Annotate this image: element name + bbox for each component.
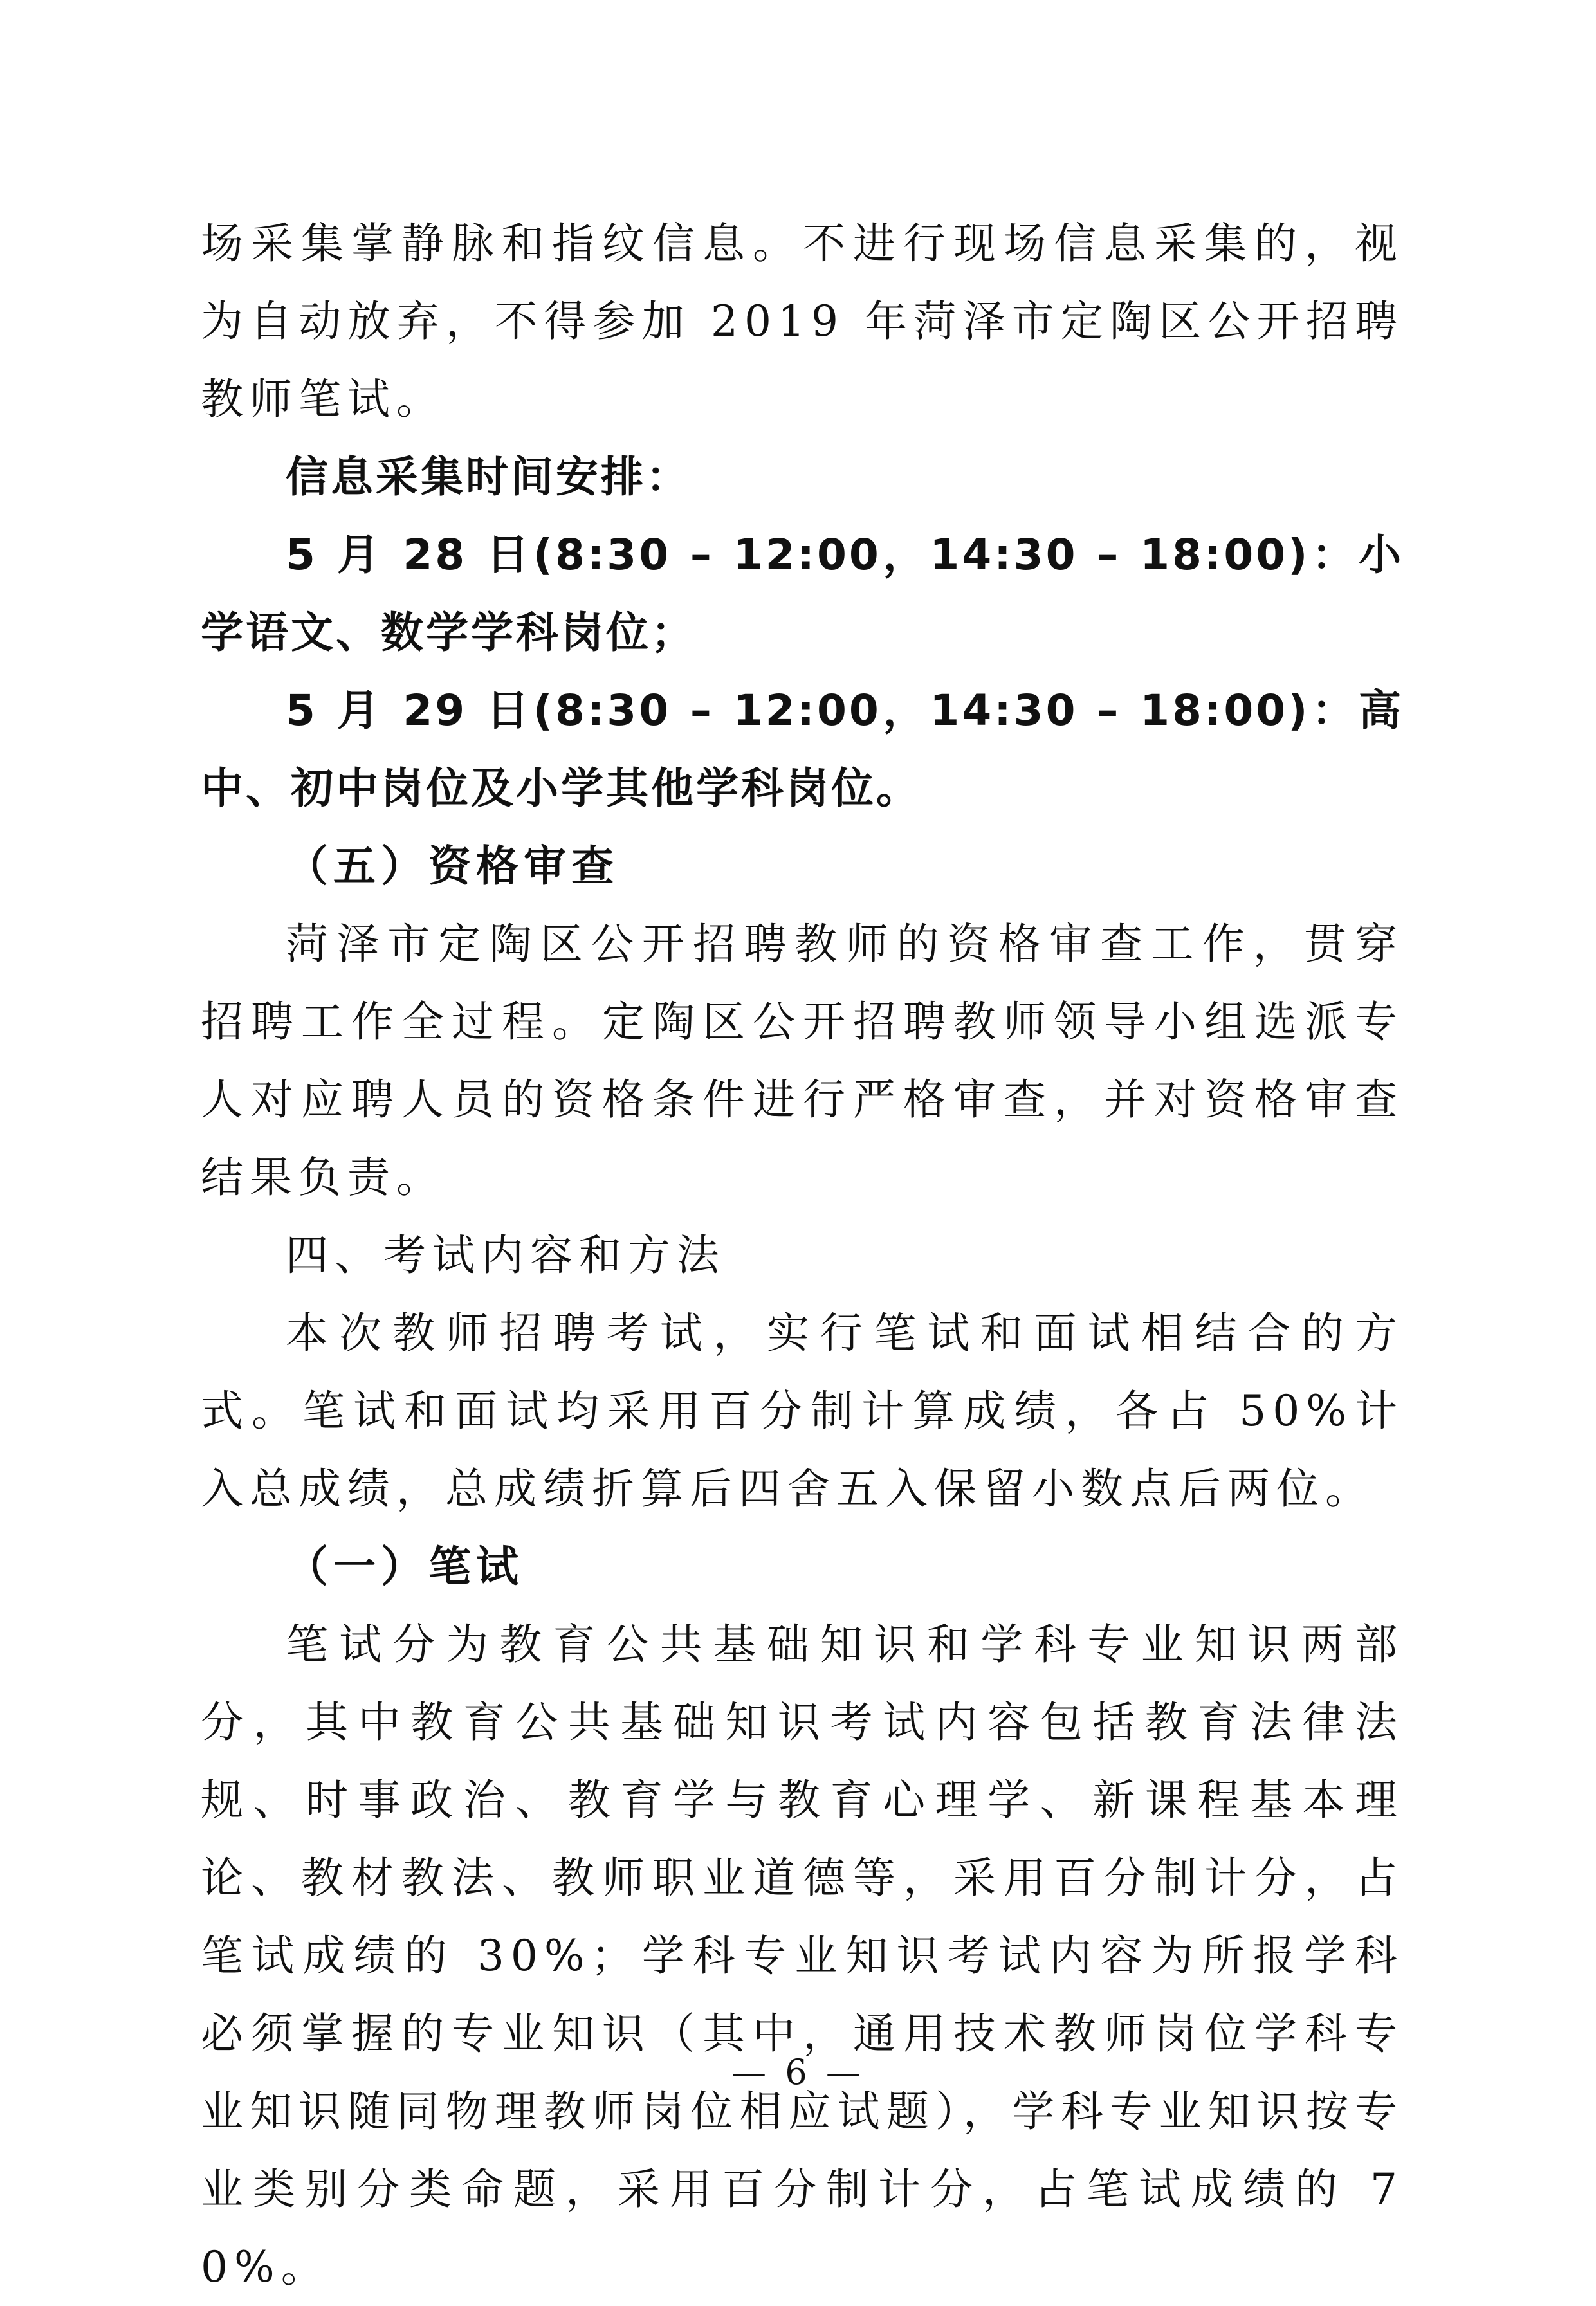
schedule-day-1: 5 月 28 日(8:30 – 12:00，14:30 – 18:00)：小学语文、数学学科岗位； xyxy=(201,530,1404,657)
schedule-day-2: 5 月 29 日(8:30 – 12:00，14:30 – 18:00)：高中、初中岗位及小学其他学科岗位。 xyxy=(201,686,1404,813)
paragraph-exam-method: 本次教师招聘考试，实行笔试和面试相结合的方式。笔试和面试均采用百分制计算成绩，各占 50%计入总成绩，总成绩折算后四舍五入保留小数点后两位。 xyxy=(201,1308,1404,1514)
schedule-heading: 信息采集时间安排： xyxy=(286,452,691,502)
section-heading-exam: 四、考试内容和方法 xyxy=(286,1231,726,1280)
section-heading-written-test: （一）笔试 xyxy=(286,1542,524,1591)
document-body xyxy=(201,205,1404,2306)
page-number: — 6 — xyxy=(731,2052,865,2092)
paragraph-written-test: 笔试分为教育公共基础知识和学科专业知识两部分，其中教育公共基础知识考试内容包括教育法律法规、时事政治、教育学与教育心理学、新课程基本理论、教材教法、教师职业道德等，采用百分制计分，占笔试成绩的 30%；学科专业知识考试内容为所报学科必须掌握的专业知识（其中，通用技术教师岗位学科专业知识随同物理教师岗位相应试题），学科专业知识按专业类别分类命题，采用百分制计分，占笔试成绩的 70%。 xyxy=(201,1620,1404,2292)
paragraph-continuation: 场采集掌静脉和指纹信息。不进行现场信息采集的，视为自动放弃，不得参加 2019 年菏泽市定陶区公开招聘教师笔试。 xyxy=(201,219,1404,424)
section-heading-qualification: （五）资格审查 xyxy=(286,841,619,891)
paragraph-qualification: 菏泽市定陶区公开招聘教师的资格审查工作，贯穿招聘工作全过程。定陶区公开招聘教师领导小组选派专人对应聘人员的资格条件进行严格审查，并对资格审查结果负责。 xyxy=(201,919,1404,1202)
